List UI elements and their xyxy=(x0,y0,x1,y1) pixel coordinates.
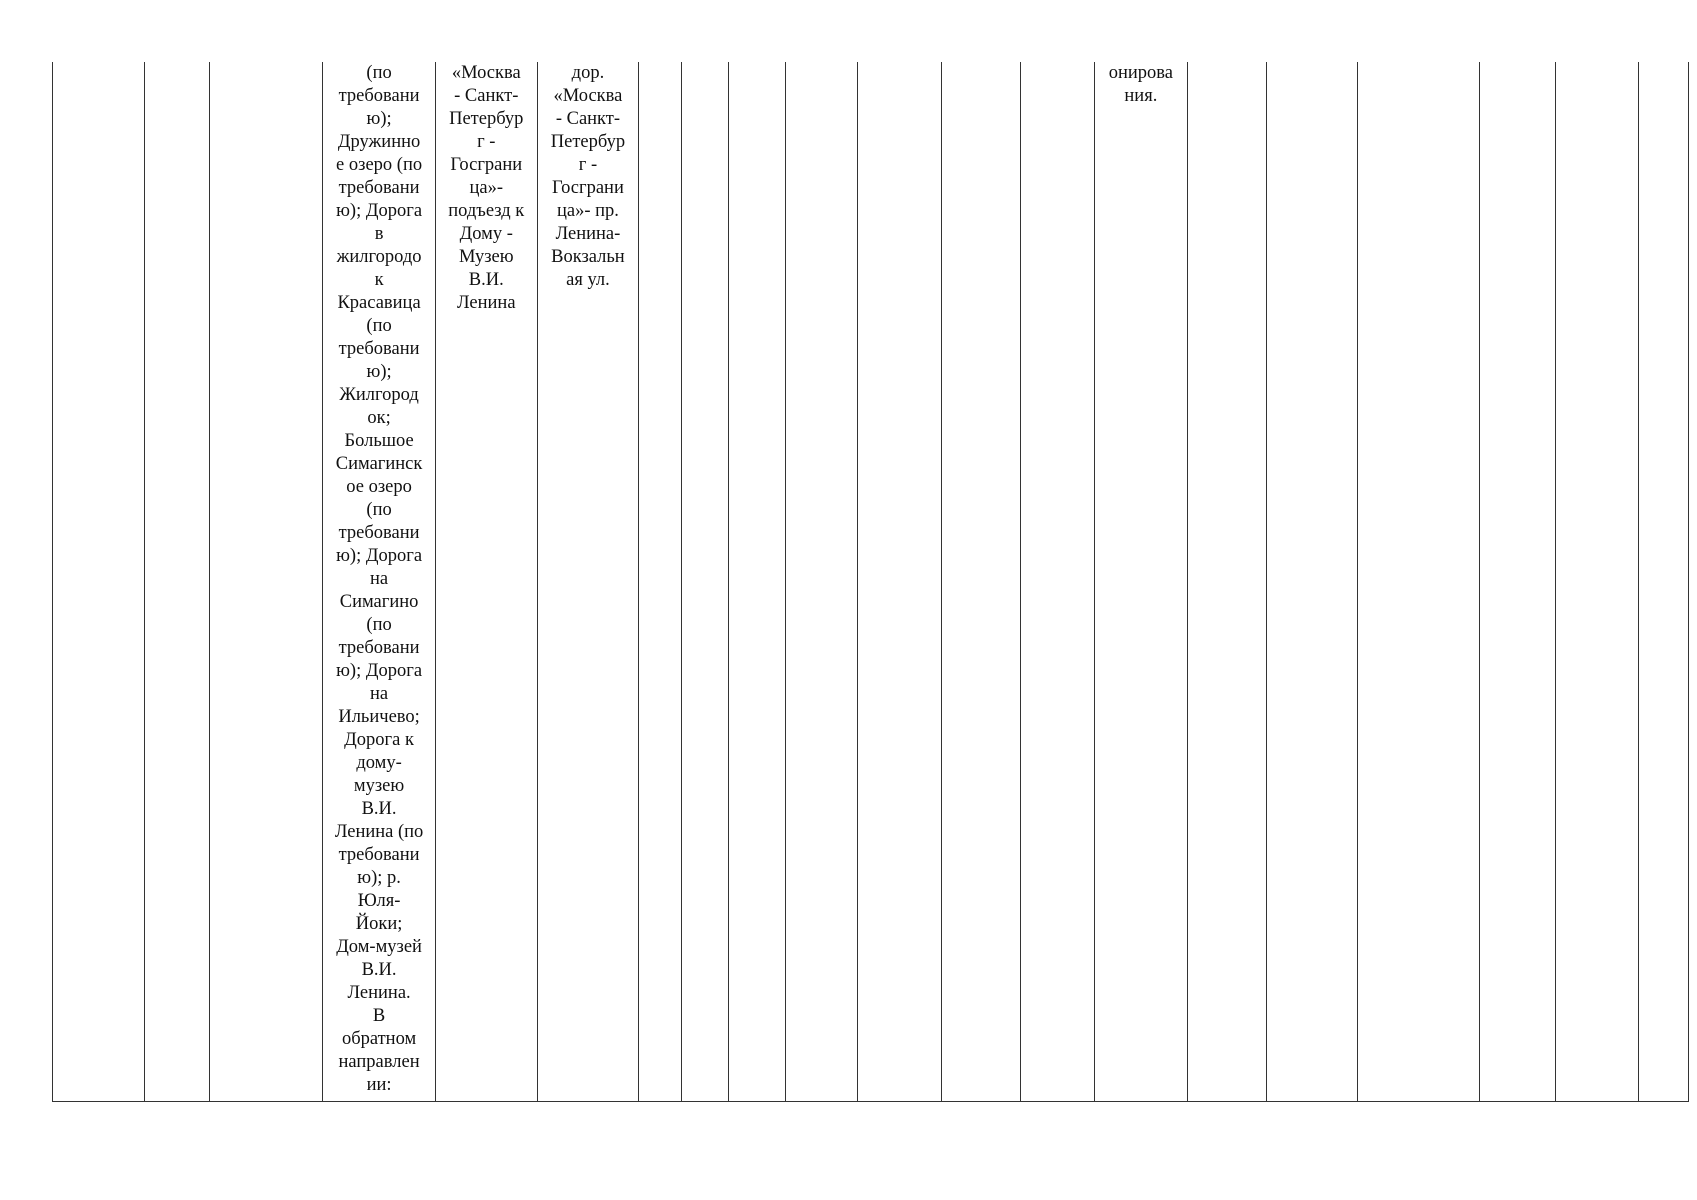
cell-text-line: е озеро (по xyxy=(336,155,423,175)
table-cell-col-11 xyxy=(858,62,941,1102)
cell-text-line: на xyxy=(370,569,389,589)
cell-text-line: обратном xyxy=(341,1029,417,1049)
cell-text-line: (по xyxy=(366,316,392,336)
cell-text-line: Ленина xyxy=(456,293,516,313)
cell-text-line: ии: xyxy=(366,1075,392,1095)
table-cell-col-4 xyxy=(323,62,435,1102)
cell-text-line: Симагино xyxy=(339,592,419,612)
table-cell-col-3 xyxy=(210,62,323,1102)
table-cell-col-14 xyxy=(1094,62,1187,1102)
cell-text-line: - Санкт- xyxy=(555,109,621,129)
cell-text-line: в xyxy=(374,224,384,244)
cell-text-line: Ильичево; xyxy=(338,707,420,727)
cell-text-line: подъезд к xyxy=(448,201,525,221)
table-row xyxy=(53,62,1689,1102)
cell-text-line: г - xyxy=(578,155,598,175)
cell-text-line: Ленина (по xyxy=(334,822,424,842)
cell-text-line: Дом-музей xyxy=(336,937,422,957)
table-cell-col-19 xyxy=(1555,62,1638,1102)
cell-text-line: Симагинск xyxy=(335,454,423,474)
cell-text-line: «Москва xyxy=(451,63,521,83)
schedule-table xyxy=(52,62,1689,1102)
cell-text-line: направлен xyxy=(338,1052,420,1072)
cell-text-line: г - xyxy=(477,132,496,152)
cell-text-line: к xyxy=(374,270,384,290)
table-cell-col-18 xyxy=(1480,62,1555,1102)
cell-text-line: ая ул. xyxy=(566,270,610,290)
cell-text-line: ю); Дорога xyxy=(336,661,423,681)
cell-text-line: В.И. xyxy=(468,270,504,290)
cell-text-line: требовани xyxy=(338,339,420,359)
table-cell-col-15 xyxy=(1187,62,1266,1102)
cell-text-line: Госграни xyxy=(450,155,523,175)
cell-text-line: дому- xyxy=(356,753,402,773)
cell-text-line: В xyxy=(372,1006,386,1026)
table-cell-col-6 xyxy=(537,62,638,1102)
cell-text-line: (по xyxy=(366,63,392,83)
cell-text-line: Красавица xyxy=(337,293,421,313)
table-cell-col-2 xyxy=(145,62,210,1102)
cell-text-line: дор. xyxy=(571,63,605,83)
cell-text-line: Жилгород xyxy=(339,385,419,405)
cell-text-line: Вокзальн xyxy=(551,247,625,267)
cell-text-line: ю); xyxy=(366,362,392,382)
cell-text-line: требовани xyxy=(338,845,420,865)
cell-text-line: (по xyxy=(366,615,392,635)
cell-text-line: Ленина- xyxy=(555,224,621,244)
table-cell-col-10 xyxy=(786,62,858,1102)
table-cell-col-8 xyxy=(682,62,729,1102)
cell-text-line: на xyxy=(370,684,389,704)
table-cell-col-1 xyxy=(53,62,145,1102)
cell-text-line: музею xyxy=(353,776,405,796)
cell-text-line: Госграни xyxy=(552,178,624,198)
table-cell-col-12 xyxy=(941,62,1020,1102)
table-cell-col-16 xyxy=(1267,62,1358,1102)
cell-text-line: ое озеро xyxy=(346,477,412,497)
cell-text-line: «Москва xyxy=(553,86,623,106)
table-cell-col-7 xyxy=(639,62,682,1102)
cell-text-line: Дружинно xyxy=(337,132,421,152)
cell-text-line: - Санкт- xyxy=(454,86,519,106)
cell-text-line: Юля- xyxy=(357,891,401,911)
cell-text-line: требовани xyxy=(338,86,420,106)
cell-text-line: Петербур xyxy=(550,132,626,152)
cell-text-line: ю); xyxy=(366,109,392,129)
cell-text-line: требовани xyxy=(338,523,420,543)
table-cell-col-9 xyxy=(729,62,786,1102)
cell-text-line: В.И. xyxy=(361,799,397,819)
cell-text-line: онирова xyxy=(1108,63,1173,83)
cell-text-line: Петербур xyxy=(449,109,524,129)
cell-text-line: требовани xyxy=(338,178,420,198)
cell-text-line: ю); р. xyxy=(357,868,401,888)
cell-text-line: жилгородо xyxy=(336,247,422,267)
cell-text-line: требовани xyxy=(338,638,420,658)
cell-text-line: Дорога к xyxy=(344,730,414,750)
cell-text-line: (по xyxy=(366,500,392,520)
table-cell-col-13 xyxy=(1020,62,1094,1102)
cell-text-line: ца»- xyxy=(469,178,504,198)
cell-text-line: ок; xyxy=(367,408,391,428)
cell-text-line: ю); Дорога xyxy=(336,201,423,221)
table-cell-col-20 xyxy=(1638,62,1688,1102)
cell-text-line: ца»- пр. xyxy=(556,201,619,221)
table-cell-col-5 xyxy=(435,62,537,1102)
cell-text-line: Музею xyxy=(458,247,514,267)
table-cell-col-17 xyxy=(1358,62,1480,1102)
cell-text-line: Ленина. xyxy=(347,983,411,1003)
cell-text-line: ю); Дорога xyxy=(336,546,423,566)
cell-text-line: Дому - xyxy=(459,224,513,244)
cell-text-line: В.И. xyxy=(361,960,397,980)
cell-text-line: ния. xyxy=(1124,86,1158,106)
cell-text-line: Йоки; xyxy=(355,914,403,934)
cell-text-line: Большое xyxy=(344,431,414,451)
